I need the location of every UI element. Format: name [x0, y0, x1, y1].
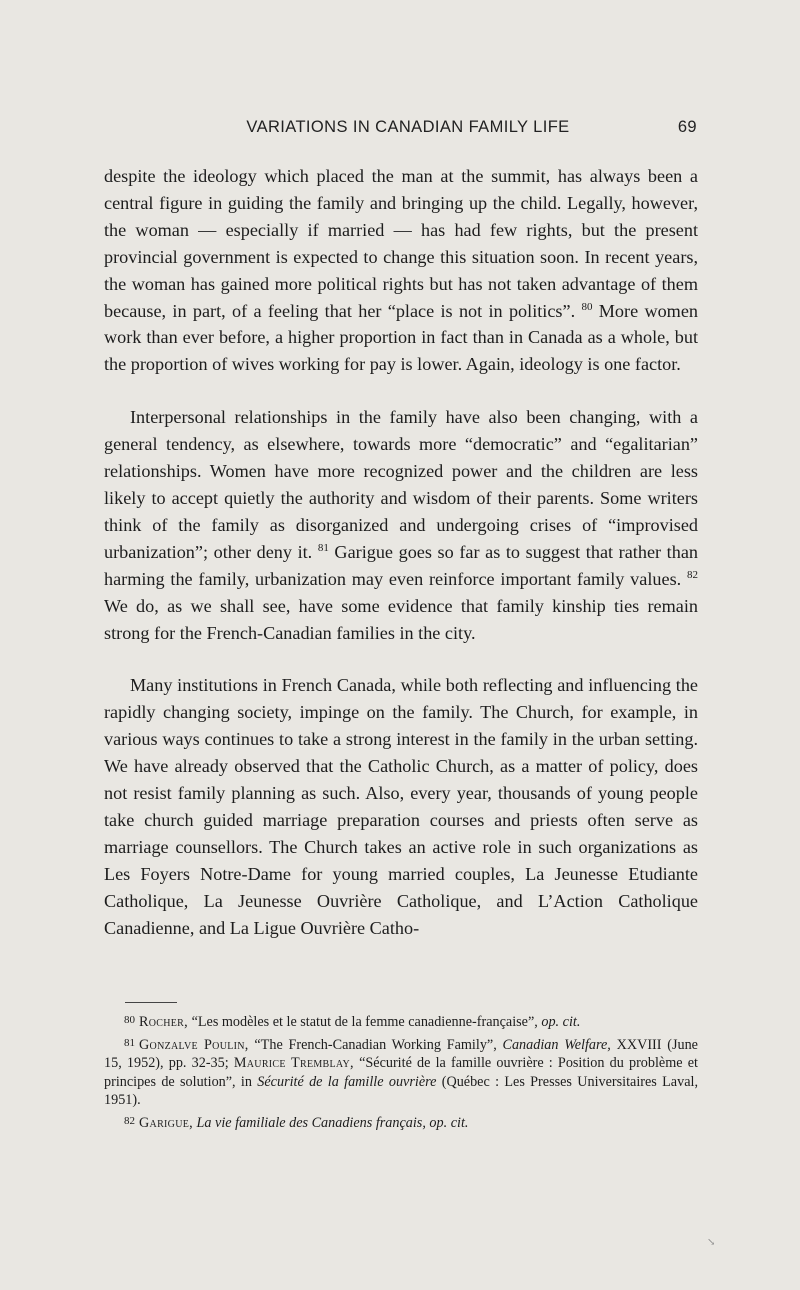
footnote-author: Gonzalve Poulin,	[139, 1036, 249, 1053]
paragraph-3	[104, 672, 698, 941]
footnote-text: “Les modèles et le statut de la femme canadienne-française”,	[188, 1014, 542, 1030]
paragraph-2-part-b: Garigue goes so far as to suggest that rather than harming the family, urbanization may even reinforce important family values.	[104, 541, 698, 589]
footnote-ref: op. cit.	[541, 1014, 581, 1030]
footnote-journal: Canadian Welfare,	[502, 1036, 611, 1053]
footnote-ref-82: 82	[687, 568, 698, 581]
footnote-81	[104, 1034, 698, 1110]
paragraph-1-part-b: More women work than ever before, a higher proportion in fact than in Canada as a whole, but the proportion of wives working for pay is lower. Again, ideology is one factor.	[104, 300, 698, 375]
running-title: VARIATIONS IN CANADIAN FAMILY LIFE	[246, 118, 570, 136]
running-header	[103, 118, 697, 142]
footnote-text: “The French-Canadian Working Family”,	[248, 1036, 503, 1053]
footnote-80	[104, 1011, 698, 1032]
paragraph-2	[104, 404, 698, 646]
footnote-author: Maurice Tremblay,	[233, 1055, 354, 1072]
paragraph-1	[104, 163, 698, 378]
footnote-book: Sécurité de la famille ouvrière	[257, 1073, 437, 1090]
paragraph-2-part-a: Interpersonal relationships in the family have also been changing, with a general tendency, as elsewhere, towards more “democratic” and “egalitarian” relationships. Women have more recognized power and the children are less likely to accept quietly the authority and wisdom of their parents. Some writers think of the family as disorganized and undergoing crises of “improvised urbanization”; other deny it.	[104, 407, 698, 562]
paragraph-3-text: Many institutions in French Canada, while both reflecting and influencing the rapidly changing society, impinge on the family. The Church, for example, in various ways continues to take a strong interest in the family in the urban setting. We have already observed that the Catholic Church, as a matter of policy, does not resist family planning as such. Also, every year, thousands of young people take church guided marriage preparation courses and priests often serve as marriage counsellors. The Church takes an active role in such organizations as Les Foyers Notre-Dame for young married couples, La Jeunesse Etudiante Catholique, La Jeunesse Ouvrière Catholique, and L’Action Catholique Canadienne, and La Ligue Ouvrière Catho-	[104, 675, 698, 938]
footnote-divider	[125, 1002, 177, 1003]
footnote-book: La vie familiale des Canadiens français,	[196, 1114, 426, 1131]
scan-mark: ↘	[707, 1237, 716, 1248]
footnote-author: Garigue,	[139, 1114, 193, 1131]
footnote-number: 80	[124, 1014, 135, 1026]
footnote-author: Rocher,	[139, 1014, 189, 1030]
main-text	[104, 163, 698, 967]
footnote-number: 82	[124, 1114, 135, 1127]
footnote-number: 81	[124, 1036, 135, 1049]
footnote-text: XXVIII (June 15, 1952), pp. 32-35;	[104, 1036, 698, 1072]
footnotes	[104, 1011, 698, 1135]
footnote-ref: op. cit.	[429, 1114, 469, 1131]
footnote-ref-80: 80	[581, 300, 593, 313]
footnote-text: (Québec : Les Presses Universitaires Laval, 1951).	[104, 1073, 698, 1109]
footnote-82	[104, 1112, 698, 1133]
paragraph-2-part-c: We do, as we shall see, have some evidence that family kinship ties remain strong for the French-Canadian families in the city.	[104, 595, 698, 643]
footnote-text: “Sécurité de la famille ouvrière : Position du problème et principes de solution”, in	[104, 1055, 698, 1090]
footnote-ref-81: 81	[317, 541, 329, 554]
page-number: 69	[677, 118, 697, 136]
paragraph-1-part-a: despite the ideology which placed the man at the summit, has always been a central figure in guiding the family and bringing up the child. Legally, however, the woman — especially if married — has had few rights, but the present provincial government is expected to change this situation soon. In recent years, the woman has gained more political rights but has not taken advantage of them because, in part, of a feeling that her “place is not in politics”.	[104, 166, 698, 321]
